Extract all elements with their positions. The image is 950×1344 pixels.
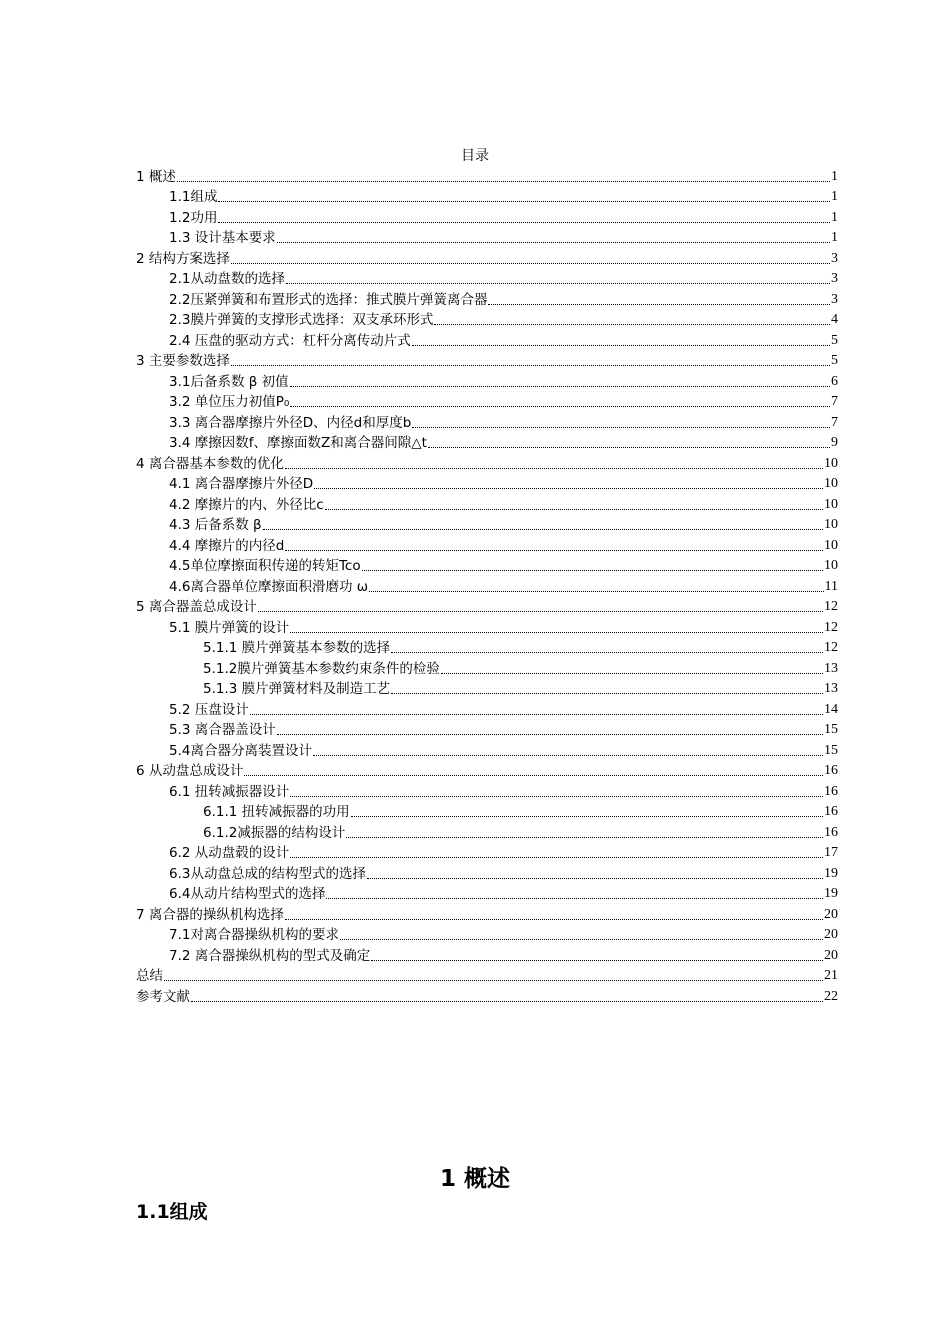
toc-dot-leader [290, 795, 823, 797]
toc-dot-leader [286, 282, 830, 284]
toc-entry-page-number: 20 [824, 947, 838, 963]
toc-dot-leader [340, 938, 823, 940]
toc-dot-leader [391, 692, 823, 694]
toc-entry-page-number: 10 [824, 476, 838, 491]
toc-entry-title: 3.3 离合器摩擦片外径D、内径d和厚度b [169, 414, 412, 431]
toc-entry[interactable] [136, 494, 838, 515]
toc-entry-page-number: 17 [824, 845, 838, 860]
toc-entry-page-number: 5 [831, 332, 838, 348]
toc-entry-title: 2.4 压盘的驱动方式：杠杆分离传动片式 [169, 332, 411, 349]
toc-entry-page-number: 1 [831, 168, 838, 184]
toc-entry-title: 1.3 设计基本要求 [169, 230, 276, 246]
toc-dot-leader [326, 897, 823, 899]
toc-entry-page-number: 19 [824, 886, 838, 901]
toc-entry[interactable] [136, 781, 838, 802]
toc-entry-page-number: 9 [831, 435, 838, 450]
toc-dot-leader [285, 467, 823, 469]
toc-entry[interactable] [136, 535, 838, 556]
toc-entry-page-number: 3 [831, 271, 838, 286]
toc-entry[interactable] [136, 925, 838, 946]
toc-entry-page-number: 19 [824, 865, 838, 881]
toc-entry[interactable] [136, 679, 838, 700]
toc-dot-leader [371, 959, 823, 961]
toc-entry-title: 6.4从动片结构型式的选择 [169, 886, 326, 902]
toc-entry[interactable] [136, 761, 838, 782]
toc-entry[interactable] [136, 638, 838, 659]
toc-entry[interactable] [136, 699, 838, 720]
toc-entry-page-number: 7 [831, 394, 838, 409]
toc-dot-leader [177, 180, 830, 182]
toc-entry[interactable] [136, 515, 838, 536]
toc-entry[interactable] [136, 966, 838, 987]
toc-entry-page-number: 12 [824, 599, 838, 614]
toc-entry[interactable] [136, 617, 838, 638]
toc-entry-title: 3 主要参数选择 [136, 353, 230, 369]
toc-dot-leader [218, 200, 830, 202]
toc-entry-page-number: 1 [831, 209, 838, 225]
toc-entry[interactable] [136, 412, 838, 433]
toc-entry[interactable] [136, 433, 838, 454]
toc-entry-page-number: 11 [824, 578, 838, 594]
toc-entry-title: 1.1组成 [169, 189, 218, 205]
toc-entry-title: 4 离合器基本参数的优化 [136, 455, 284, 472]
toc-dot-leader [231, 364, 830, 366]
toc-dot-leader [488, 303, 830, 305]
toc-entry-title: 5.1 膜片弹簧的设计 [169, 619, 290, 636]
toc-dot-leader [362, 569, 823, 571]
toc-entry-page-number: 6 [831, 373, 838, 389]
toc-entry-page-number: 14 [824, 701, 838, 717]
toc-entry[interactable] [136, 289, 838, 310]
toc-entry-title: 5.1.1 膜片弹簧基本参数的选择 [203, 640, 391, 656]
toc-entry[interactable] [136, 597, 838, 618]
toc-dot-leader [412, 344, 830, 346]
toc-entry-page-number: 10 [824, 558, 838, 573]
toc-dot-leader [313, 754, 823, 756]
toc-entry[interactable] [136, 453, 838, 474]
toc-entry-page-number: 15 [824, 722, 838, 737]
toc-entry[interactable] [136, 474, 838, 495]
toc-entry-title: 2.2压紧弹簧和布置形式的选择：推式膜片弹簧离合器 [169, 291, 488, 308]
toc-entry-page-number: 7 [831, 414, 838, 430]
toc-entry[interactable] [136, 945, 838, 966]
toc-entry-page-number: 10 [824, 517, 838, 532]
toc-entry-title: 6.3从动盘总成的结构型式的选择 [169, 865, 366, 882]
toc-entry-title: 5.3 离合器盖设计 [169, 722, 276, 738]
toc-entry-title: 4.3 后备系数 β [169, 517, 262, 533]
toc-entry-page-number: 16 [824, 763, 838, 778]
toc-entry[interactable] [136, 556, 838, 577]
toc-entry-title: 5.2 压盘设计 [169, 701, 249, 718]
toc-title: 目录 [461, 148, 489, 164]
toc-dot-leader [441, 672, 823, 674]
toc-dot-leader [434, 323, 830, 325]
toc-entry[interactable] [136, 843, 838, 864]
toc-entry-title: 4.6离合器单位摩擦面积滑磨功 ω [169, 578, 369, 595]
toc-dot-leader [346, 836, 823, 838]
toc-entry-page-number: 13 [824, 681, 838, 696]
toc-entry-page-number: 5 [831, 353, 838, 368]
toc-entry[interactable] [136, 269, 838, 290]
toc-dot-leader [290, 405, 830, 407]
toc-entry-page-number: 1 [831, 189, 838, 204]
toc-entry-title: 4.5单位摩擦面积传递的转矩Tco [169, 558, 361, 574]
toc-entry[interactable] [136, 658, 838, 679]
toc-entry-title: 5.1.2膜片弹簧基本参数约束条件的检验 [203, 660, 440, 677]
toc-entry-title: 2.1从动盘数的选择 [169, 271, 285, 287]
toc-entry-page-number: 4 [831, 312, 838, 327]
toc-entry-title: 总结 [136, 968, 163, 984]
toc-dot-leader [369, 590, 823, 592]
toc-dot-leader [391, 651, 823, 653]
toc-dot-leader [351, 815, 823, 817]
toc-entry[interactable] [136, 740, 838, 761]
toc-entry-title: 4.2 摩擦片的内、外径比c [169, 496, 324, 513]
toc-entry[interactable] [136, 904, 838, 925]
toc-entry-page-number: 22 [824, 988, 838, 1004]
toc-dot-leader [231, 262, 830, 264]
toc-entry-title: 3.4 摩擦因数f、摩擦面数Z和离合器间隙△t [169, 435, 427, 451]
toc-entry-title: 2 结构方案选择 [136, 250, 230, 267]
toc-entry[interactable] [136, 166, 838, 187]
toc-dot-leader [164, 979, 823, 981]
toc-entry-title: 3.2 单位压力初值P₀ [169, 394, 290, 410]
toc-entry-page-number: 12 [824, 619, 838, 635]
toc-entry-page-number: 20 [824, 927, 838, 942]
toc-entry[interactable] [136, 371, 838, 392]
toc-entry-title: 5.1.3 膜片弹簧材料及制造工艺 [203, 681, 391, 697]
toc-dot-leader [250, 713, 823, 715]
toc-entry-title: 4.1 离合器摩擦片外径D [169, 476, 314, 492]
toc-entry[interactable] [136, 248, 838, 269]
toc-dot-leader [290, 856, 823, 858]
toc-dot-leader [244, 774, 823, 776]
toc-dot-leader [277, 733, 823, 735]
toc-entry-title: 参考文献 [136, 988, 190, 1005]
toc-entry-page-number: 3 [831, 250, 838, 266]
toc-dot-leader [263, 528, 823, 530]
toc-entry[interactable] [136, 330, 838, 351]
toc-entry-page-number: 15 [824, 742, 838, 758]
toc-entry-title: 1 概述 [136, 168, 176, 185]
toc-entry[interactable] [136, 228, 838, 249]
toc-entry[interactable] [136, 822, 838, 843]
toc-entry-page-number: 1 [831, 230, 838, 245]
toc-dot-leader [191, 1000, 823, 1002]
toc-entry[interactable] [136, 884, 838, 905]
toc-entry-title: 5.4离合器分离装置设计 [169, 742, 312, 759]
toc-dot-leader [290, 631, 823, 633]
toc-entry[interactable] [136, 351, 838, 372]
toc-entry[interactable] [136, 207, 838, 228]
toc-entry[interactable] [136, 720, 838, 741]
toc-entry-page-number: 16 [824, 824, 838, 840]
table-of-contents [136, 166, 838, 1007]
toc-entry[interactable] [136, 392, 838, 413]
toc-entry[interactable] [136, 863, 838, 884]
toc-entry-page-number: 10 [824, 496, 838, 512]
toc-dot-leader [285, 549, 823, 551]
toc-entry-page-number: 20 [824, 906, 838, 922]
toc-dot-leader [258, 610, 823, 612]
toc-entry[interactable] [136, 310, 838, 331]
chapter-heading: 1 概述 [439, 1166, 510, 1192]
toc-dot-leader [277, 241, 830, 243]
toc-dot-leader [428, 446, 830, 448]
toc-entry-title: 2.3膜片弹簧的支撑形式选择：双支承环形式 [169, 312, 434, 328]
toc-entry-page-number: 10 [824, 537, 838, 553]
toc-entry-title: 6 从动盘总成设计 [136, 763, 244, 779]
toc-entry[interactable] [136, 576, 838, 597]
toc-entry-title: 7.2 离合器操纵机构的型式及确定 [169, 947, 371, 964]
toc-dot-leader [314, 487, 823, 489]
toc-entry-page-number: 3 [831, 291, 838, 307]
toc-entry-page-number: 10 [824, 455, 838, 471]
toc-entry-page-number: 16 [824, 804, 838, 819]
toc-entry-title: 3.1后备系数 β 初值 [169, 373, 289, 390]
toc-entry-title: 6.1.1 扭转减振器的功用 [203, 804, 350, 820]
toc-entry-title: 4.4 摩擦片的内径d [169, 537, 285, 554]
toc-entry[interactable] [136, 802, 838, 823]
toc-entry-title: 5 离合器盖总成设计 [136, 599, 257, 615]
toc-dot-leader [325, 508, 823, 510]
toc-entry-page-number: 13 [824, 660, 838, 676]
toc-entry-page-number: 16 [824, 783, 838, 799]
toc-entry-title: 6.2 从动盘毂的设计 [169, 845, 290, 861]
toc-entry-page-number: 21 [824, 968, 838, 983]
toc-entry-title: 1.2功用 [169, 209, 218, 226]
toc-dot-leader [218, 221, 830, 223]
toc-entry-title: 6.1 扭转减振器设计 [169, 783, 290, 800]
toc-dot-leader [285, 918, 823, 920]
section-heading: 1.1组成 [136, 1201, 208, 1223]
toc-entry-title: 7.1对离合器操纵机构的要求 [169, 927, 339, 943]
toc-entry-title: 6.1.2减振器的结构设计 [203, 824, 346, 841]
toc-entry-page-number: 12 [824, 640, 838, 655]
toc-dot-leader [290, 385, 830, 387]
toc-entry[interactable] [136, 986, 838, 1007]
toc-entry-title: 7 离合器的操纵机构选择 [136, 906, 284, 923]
toc-dot-leader [367, 877, 823, 879]
toc-entry[interactable] [136, 187, 838, 208]
toc-dot-leader [412, 426, 830, 428]
